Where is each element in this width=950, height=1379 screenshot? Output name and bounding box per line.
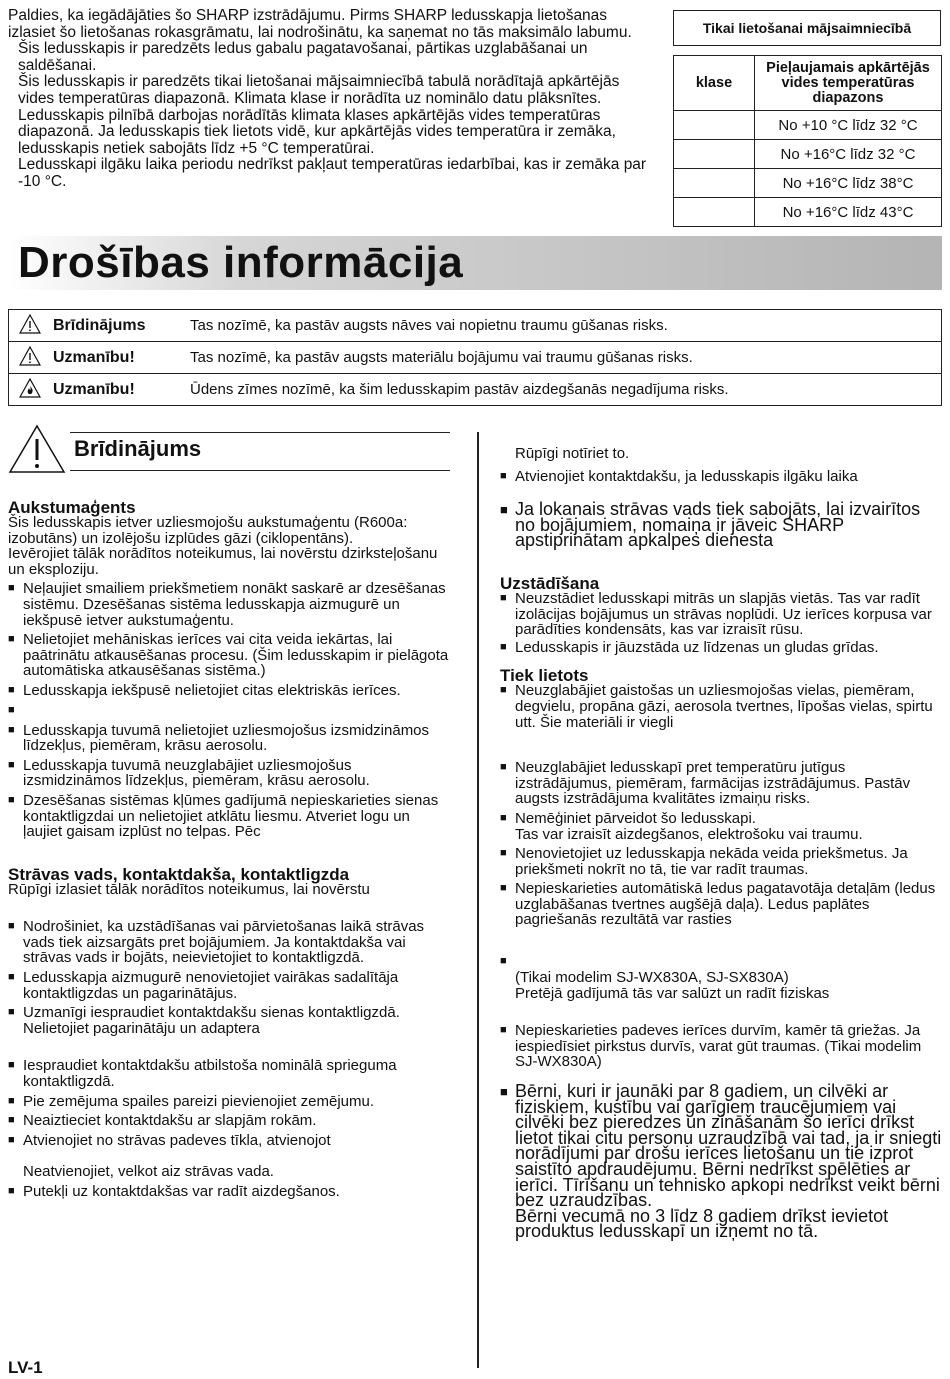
- list-item-text: (Tikai modelim SJ-WX830A, SJ-SX830A): [515, 969, 789, 987]
- safety-legend-table: [8, 309, 942, 406]
- section-title: Drošības informācija: [18, 238, 464, 287]
- list-item: [500, 881, 942, 928]
- bullet: ■: [500, 502, 508, 518]
- list-item-text: Iespraudiet kontaktdakšu atbilstoša nominālā sprieguma kontaktligzdā.: [23, 1057, 397, 1091]
- list-item: [8, 1184, 453, 1200]
- bullet: ■: [500, 684, 507, 697]
- list-item-text: Ledusskapja tuvumā neuzglabājiet uzliesmojošus izsmidzināmos līdzekļus, piemēram, krāsu aerosolu.: [23, 756, 370, 790]
- list-item-text: Pie zemējuma spailes pareizi pievienojiet zemējumu.: [23, 1092, 374, 1110]
- climate-col-class: klase: [674, 56, 755, 111]
- heading-rule: [70, 432, 450, 433]
- list-item-text: Nepieskarieties automātiskā ledus pagatavotāja detaļām (ledus uzglabāšanas tvertnes augšējā daļa). Ledus paplātes pagriešanās rezultātā var rasties: [515, 880, 936, 929]
- list-item: [500, 846, 942, 877]
- bullet: ■: [8, 683, 15, 696]
- list-item-text: Nemēģiniet pārveidot šo ledusskapi.: [515, 809, 756, 827]
- bullet: ■: [8, 920, 15, 933]
- bullet: ■: [8, 582, 15, 595]
- list-item: [500, 760, 942, 807]
- intro-paragraph: Ledusskapi ilgāku laika periodu nedrīkst pakļaut temperatūras iedarbībai, kas ir zemāka par -10 °C.: [18, 156, 647, 190]
- heading-rule: [70, 470, 450, 471]
- climate-table-header: Tikai lietošanai mājsaimniecībā: [673, 10, 941, 46]
- bullet: ■: [500, 469, 507, 482]
- page-number: LV-1: [8, 1358, 43, 1377]
- paragraph: Rūpīgi notīriet to.: [515, 445, 630, 462]
- bullet: ■: [500, 761, 507, 774]
- bullet: ■: [500, 955, 507, 968]
- list-item: [500, 811, 942, 827]
- list-item: [8, 581, 453, 628]
- bullet: ■: [500, 882, 507, 895]
- list-item: [8, 758, 453, 789]
- list-item-text: Neuzglabājiet gaistošas un uzliesmojošas vielas, piemēram, degvielu, propāna gāzi, aerosola tvertnes, līpošas vielas, spirtu utt. Šie materiāli ir viegli: [515, 682, 933, 731]
- list-item: [8, 1058, 453, 1089]
- bullet: ■: [8, 793, 15, 806]
- paragraph: Ievērojiet tālāk norādītos noteikumus, lai novērstu dzirksteļošanu un eksploziju.: [8, 545, 438, 578]
- climate-range-cell: No +10 °C līdz 32 °C: [755, 111, 942, 140]
- list-item-text: Atvienojiet kontaktdakšu, ja ledusskapis ilgāku laika: [515, 467, 858, 485]
- climate-col-range: Pieļaujamais apkārtējās vides temperatūras diapazons: [755, 56, 942, 111]
- climate-class-cell: [674, 140, 755, 169]
- table-row: [674, 169, 942, 198]
- intro-paragraph: Paldies, ka iegādājāties šo SHARP izstrādājumu. Pirms SHARP ledusskapja lietošanas izlasiet šo lietošanas rokasgrāmatu, lai nodrošinātu, ka saņemat no tās maksimālo labumu.: [8, 7, 632, 41]
- list-item: [8, 683, 453, 699]
- list-item: [8, 919, 453, 966]
- intro-text: [8, 8, 648, 191]
- table-row: [9, 342, 942, 374]
- list-item-text: Ledusskapja aizmugurē nenovietojiet vairākas sadalītāja kontaktligzdas un pagarinātājus.: [23, 969, 399, 1002]
- list-item: [8, 1113, 453, 1129]
- intro-paragraph: Šis ledusskapis ir paredzēts ledus gabalu pagatavošanai, pārtikas uzglabāšanai un saldēšanai.: [18, 40, 588, 74]
- list-item: [500, 469, 942, 485]
- table-row: [674, 140, 942, 169]
- list-item: [500, 1081, 942, 1211]
- bullet: ■: [8, 971, 15, 984]
- bullet: ■: [500, 847, 507, 860]
- list-item-continuation: [500, 1205, 942, 1242]
- list-item: [8, 723, 453, 754]
- bullet: ■: [8, 1094, 15, 1107]
- list-item-text: Neaiztieciet kontaktdakšu ar slapjām rokām.: [23, 1112, 317, 1130]
- paragraph: Rūpīgi izlasiet tālāk norādītos noteikumus, lai novērstu: [8, 880, 370, 898]
- list-item-text: Putekļi uz kontaktdakšas var radīt aizdegšanos.: [23, 1183, 340, 1200]
- list-item: [500, 499, 942, 551]
- list-item-text: Dzesēšanas sistēmas kļūmes gadījumā nepieskarieties sienas kontaktligzdai un nelietojiet atklātu liesmu. Atveriet logu un ļaujiet gaisam izplūst no telpas. Pēc: [23, 791, 439, 841]
- list-item: [500, 954, 942, 970]
- list-item-text: Neuzglabājiet ledusskapī pret temperatūru jutīgus izstrādājumus, piemēram, farmācijas izstrādājumus. Pastāv augsts izstrādājuma kvalitātes izmaiņu risks.: [515, 759, 911, 808]
- list-item-text: Uzmanīgi iespraudiet kontaktdakšu sienas kontaktligzdā. Nelietojiet pagarinātāju un adaptera: [23, 1004, 400, 1037]
- right-column: [500, 446, 942, 1240]
- list-item: [8, 632, 453, 679]
- bullet: ■: [8, 1185, 15, 1197]
- list-item-text: Ledusskapis ir jāuzstāda uz līdzenas un gludas grīdas.: [515, 638, 879, 656]
- bullet: ■: [8, 633, 15, 646]
- table-row: [9, 310, 942, 342]
- list-item: [8, 793, 453, 840]
- list-item-text: Neļaujiet smailiem priekšmetiem nonākt saskarē ar dzesēšanas sistēmu. Dzesēšanas sistēma ledusskapja aizmugurē un iekšpusē ietver aukstumaģentu.: [23, 580, 446, 629]
- legend-label: Uzmanību!: [51, 374, 188, 406]
- bullet: ■: [8, 758, 15, 771]
- bullet: ■: [8, 1059, 15, 1072]
- list-item: [8, 1094, 453, 1110]
- list-item: [500, 640, 942, 656]
- legend-text: Ūdens zīmes nozīmē, ka šim ledusskapim pastāv aizdegšanās negadījuma risks.: [188, 374, 942, 406]
- list-item: [8, 1005, 453, 1036]
- bullet: ■: [500, 640, 507, 653]
- legend-text: Tas nozīmē, ka pastāv augsts materiālu bojājumu vai traumu gūšanas risks.: [188, 342, 942, 374]
- left-column: [8, 500, 453, 1200]
- warning-triangle-icon: [8, 424, 66, 479]
- intro-paragraph: Ledusskapis pilnībā darbojas norādītās klimata klases apkārtējās vides temperatūras diapazonā. Ja ledusskapis tiek lietots vidē, kur apkārtējās vides temperatūra ir zemāka, ledusskapis netiek sabojāts līdz +5 °C temperatūrai.: [18, 106, 616, 157]
- legend-text: Tas nozīmē, ka pastāv augsts nāves vai nopietnu traumu gūšanas risks.: [188, 310, 942, 342]
- table-row: [9, 374, 942, 406]
- climate-class-cell: [674, 111, 755, 140]
- list-item: [8, 703, 453, 719]
- list-item-continuation: [500, 827, 942, 843]
- bullet: ■: [8, 1114, 15, 1127]
- list-item: [8, 970, 453, 1001]
- bullet: ■: [500, 1024, 507, 1037]
- bullet: ■: [8, 1133, 15, 1146]
- bullet: ■: [500, 591, 507, 604]
- bullet: ■: [8, 703, 15, 716]
- legend-label: Uzmanību!: [51, 342, 188, 374]
- list-item: [500, 591, 942, 638]
- list-item-text: Atvienojiet no strāvas padeves tīkla, atvienojot: [23, 1131, 331, 1149]
- list-item-text: Ledusskapja tuvumā nelietojiet uzliesmojošus izsmidzināmos līdzekļus, piemēram, krāsu aerosolu.: [23, 721, 430, 755]
- list-item-text: Bērni vecumā no 3 līdz 8 gadiem drīkst ievietot produktus ledusskapī un izņemt no tā.: [515, 1205, 889, 1242]
- list-item-continuation: [500, 970, 942, 986]
- bullet: ■: [500, 811, 507, 824]
- list-item: [500, 683, 942, 730]
- list-item-text: Tas var izraisīt aizdegšanos, elektrošoku vai traumu.: [515, 825, 863, 843]
- subheading: Uzstādīšana: [500, 573, 600, 593]
- list-item-text: Nelietojiet mehāniskas ierīces vai cita veida iekārtas, lai paātrinātu atkausēšanas procesu. (Šim ledusskapim ir pielāgota automātiska atkausēšanas sistēma.): [23, 631, 449, 680]
- bullet: ■: [8, 723, 15, 736]
- list-item-text: Ledusskapja iekšpusē nelietojiet citas elektriskās ierīces.: [23, 681, 401, 699]
- list-item-continuation: [500, 986, 942, 1002]
- table-row: [674, 198, 942, 227]
- intro-paragraph: Šis ledusskapis ir paredzēts tikai lietošanai mājsaimniecībā tabulā norādītajā apkārtējās vides temperatūras diapazonā. Klimata klase ir norādīta uz nominālo datu plāksnītes.: [18, 73, 620, 107]
- warning-title: Brīdinājums: [74, 436, 202, 461]
- column-divider: [477, 432, 479, 1368]
- paragraph: Šis ledusskapis ietver uzliesmojošu aukstumaģentu (R600a: izobutāns) un izolējošu izplūdes gāzi (ciklopentāns).: [8, 514, 408, 547]
- list-item-text: Nepieskarieties padeves ierīces durvīm, kamēr tā griežas. Ja iespiedīsiet pirkstus durvīs, varat gūt traumas. (Tikai modelim SJ-WX830A): [515, 1022, 922, 1071]
- list-item-text: Nenovietojiet uz ledusskapja nekāda veida priekšmetus. Ja priekšmeti nokrīt no tā, tie var radīt traumas.: [515, 845, 908, 878]
- subheading: Strāvas vads, kontaktdakša, kontaktligzda: [8, 864, 350, 884]
- climate-table: [673, 55, 942, 227]
- warning-triangle-icon: [9, 342, 52, 374]
- list-item-text: Neuzstādiet ledusskapi mitrās un slapjās vietās. Tas var radīt izolācijas bojājumus un strāvas noplūdi. Uz ierīces korpusa var parādīties kondensāts, kas var izraisīt rūsu.: [515, 589, 932, 639]
- subheading: Tiek lietots: [500, 666, 589, 686]
- flammable-triangle-icon: [9, 374, 52, 406]
- list-item-text: Bērni, kuri ir jaunāki par 8 gadiem, un cilvēki ar fiziskiem, kustību vai garīgiem traucējumiem vai cilvēki bez pieredzes un zināšanām šo ierīci drīkst lietot tikai citu personu uzraudzībā vai tad, ja ir sniegti norādījumi par drošu ierīces lietošanu un tie izprot saistīto apdraudējumu. Bērni nedrīkst spēlēties ar ierīci. Tīrīšanu un tehnisko apkopi nedrīkst veikt bērni bez uzraudzības.: [515, 1081, 942, 1211]
- list-item-text: Pretējā gadījumā tās var salūzt un radīt fiziskas: [515, 984, 830, 1002]
- climate-range-cell: No +16°C līdz 43°C: [755, 198, 942, 227]
- list-item-text: Nodrošiniet, ka uzstādīšanas vai pārvietošanas laikā strāvas vads tiek aizsargāts pret bojājumiem. Ja kontaktdakša vai strāvas vads ir bojāts, neievietojiet to kontaktligzdā.: [23, 918, 425, 967]
- list-item: [500, 1023, 942, 1070]
- warning-triangle-icon: [9, 310, 52, 342]
- subheading: Aukstumaģents: [8, 498, 136, 517]
- climate-class-cell: [674, 169, 755, 198]
- list-item-continuation: [8, 1164, 453, 1180]
- list-item-text: Ja lokanais strāvas vads tiek sabojāts, lai izvairītos no bojājumiem, nomaiņa ir jāveic SHARP apstiprinātam apkalpes dienesta: [515, 499, 921, 551]
- bullet: ■: [8, 1006, 15, 1019]
- table-row: [674, 111, 942, 140]
- climate-range-cell: No +16°C līdz 32 °C: [755, 140, 942, 169]
- list-item-text: Neatvienojiet, velkot aiz strāvas vada.: [23, 1163, 274, 1181]
- climate-range-cell: No +16°C līdz 38°C: [755, 169, 942, 198]
- list-item: [8, 1133, 453, 1149]
- climate-class-cell: [674, 198, 755, 227]
- legend-label: Brīdinājums: [51, 310, 188, 342]
- bullet: ■: [500, 1084, 508, 1100]
